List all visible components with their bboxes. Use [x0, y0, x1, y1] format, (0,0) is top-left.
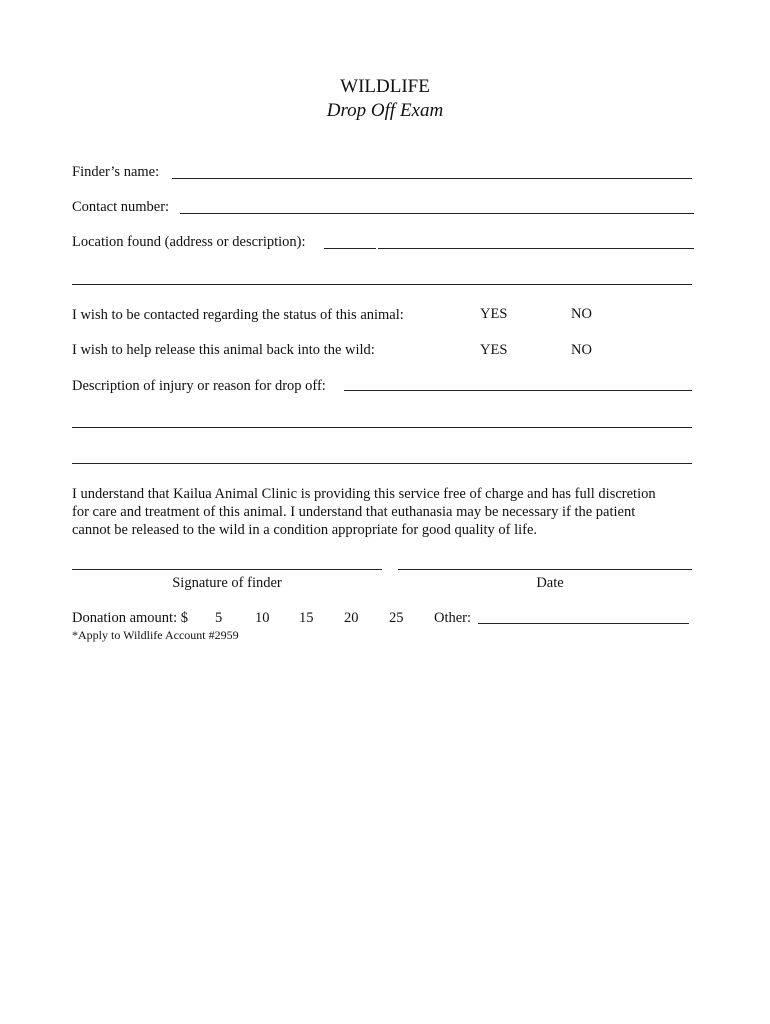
date-label: Date [536, 575, 564, 591]
form-title: WILDLIFE [340, 76, 430, 97]
description-field-line3[interactable] [72, 463, 692, 464]
donation-other-label: Other: [434, 610, 472, 626]
release-no-option[interactable]: NO [571, 342, 592, 358]
location-field-line2[interactable] [72, 284, 692, 285]
finder-name-field[interactable] [172, 178, 692, 179]
signature-label: Signature of finder [172, 575, 282, 591]
donation-option-25[interactable]: 25 [389, 610, 404, 626]
release-question: I wish to help release this animal back into the wild: [72, 342, 375, 358]
location-field-part1[interactable] [324, 248, 376, 249]
location-field[interactable] [378, 248, 694, 249]
contact-number-label: Contact number: [72, 199, 170, 215]
donation-option-15[interactable]: 15 [299, 610, 314, 626]
donation-label: Donation amount: $ [72, 610, 188, 626]
contact-number-field[interactable] [180, 213, 694, 214]
donation-option-10[interactable]: 10 [255, 610, 270, 626]
description-field[interactable] [344, 390, 692, 391]
description-label: Description of injury or reason for drop off: [72, 378, 326, 394]
donation-option-5[interactable]: 5 [215, 610, 223, 626]
date-field[interactable] [398, 569, 692, 570]
contact-question: I wish to be contacted regarding the status of this animal: [72, 307, 404, 323]
location-label: Location found (address or description): [72, 234, 306, 250]
contact-yes-option[interactable]: YES [480, 306, 508, 322]
consent-statement: I understand that Kailua Animal Clinic is providing this service free of charge and has full discretion for care and treatment of this animal. I understand that euthanasia may be necessary if the patient cannot be released to the wild in a condition appropriate for good quality of life. [72, 486, 656, 538]
release-yes-option[interactable]: YES [480, 342, 508, 358]
contact-no-option[interactable]: NO [571, 306, 592, 322]
signature-field[interactable] [72, 569, 382, 570]
donation-option-20[interactable]: 20 [344, 610, 359, 626]
finder-name-label: Finder’s name: [72, 164, 160, 180]
description-field-line2[interactable] [72, 427, 692, 428]
donation-other-field[interactable] [478, 623, 689, 624]
form-subtitle: Drop Off Exam [326, 100, 444, 121]
donation-note: *Apply to Wildlife Account #2959 [72, 628, 239, 642]
